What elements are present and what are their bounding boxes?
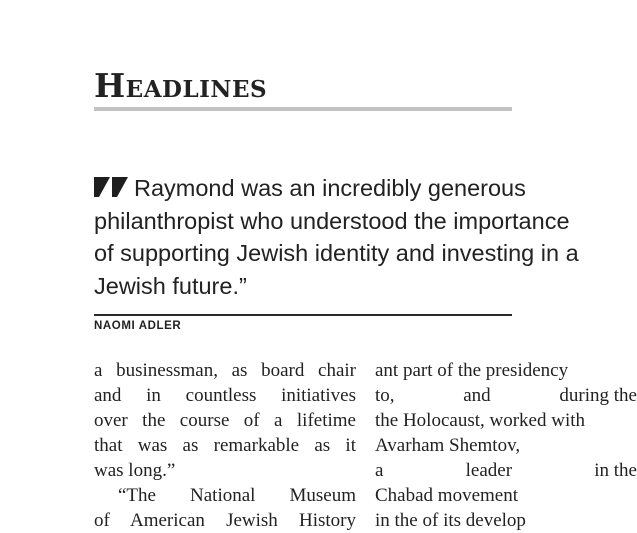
- article-line: [375, 458, 637, 483]
- article-word: to,: [375, 385, 395, 406]
- pull-quote-line: Jewish future.”: [94, 272, 247, 299]
- article-line: that was as remarkable as it: [94, 435, 356, 456]
- section-title-rule: [94, 107, 512, 111]
- pull-quote-line: of supporting Jewish identity and investing in a: [94, 240, 579, 266]
- article-word: in the of its develop: [375, 510, 526, 531]
- pull-quote: [94, 172, 579, 302]
- article-word: the Holocaust, worked with: [375, 410, 586, 431]
- article-word: a: [375, 460, 384, 481]
- article-line: a businessman, as board chair: [94, 360, 356, 381]
- pull-quote-rule: [94, 314, 512, 316]
- article-line: over the course of a lifetime: [94, 410, 356, 431]
- pull-quote-text: Raymond was an incredibly generous: [134, 175, 526, 201]
- article-word: in the: [594, 460, 637, 481]
- article-line: of American Jewish History: [94, 510, 356, 531]
- open-quote-icon: [94, 173, 130, 206]
- article-word: ant part of the presidency: [375, 360, 569, 381]
- article-line: [375, 433, 637, 458]
- article-line: “The National Museum: [118, 485, 356, 506]
- article-word: Chabad movement: [375, 485, 518, 506]
- article-line: [375, 358, 637, 383]
- article-word: during the: [559, 385, 637, 406]
- quote-attribution: NAOMI ADLER: [94, 320, 182, 332]
- article-column-left: [94, 358, 356, 533]
- article-line: [375, 508, 637, 533]
- section-title: Headlines: [94, 66, 268, 105]
- article-word: and: [463, 385, 491, 406]
- article-line: was long.”: [94, 460, 176, 481]
- article-line: [375, 483, 637, 508]
- article-line: [375, 408, 637, 433]
- article-word: leader: [465, 460, 513, 481]
- pull-quote-line: philanthropist who understood the importance: [94, 207, 570, 234]
- article-word: Avarham Shemtov,: [375, 435, 521, 456]
- pull-quote-line: [94, 172, 524, 205]
- article-line: and in countless initiatives: [94, 385, 356, 406]
- article-column-right: [375, 358, 637, 533]
- article-line: [375, 383, 637, 408]
